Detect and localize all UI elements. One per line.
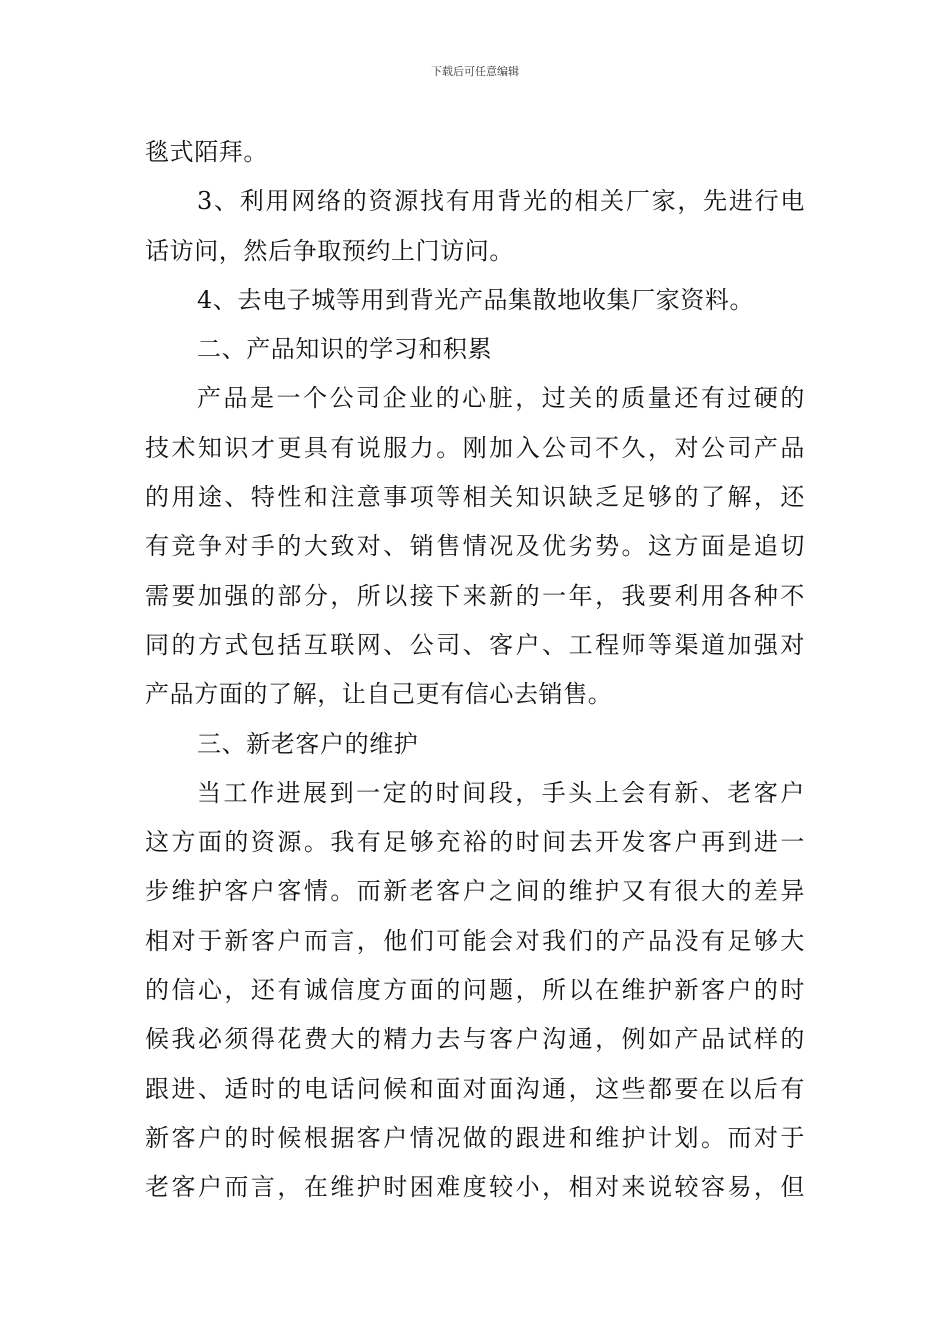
section-heading: 三、新老客户的维护 bbox=[197, 729, 419, 758]
text-line: 当工作进展到一定的时间段，手头上会有新、老客户 bbox=[197, 778, 805, 807]
text-line: 毯式陌拜。 bbox=[145, 138, 268, 166]
text-line: 同的方式包括互联网、公司、客户、工程师等渠道加强对 bbox=[145, 630, 805, 659]
text-line: 这方面的资源。我有足够充裕的时间去开发客户再到进一 bbox=[145, 828, 805, 857]
text-line: 技术知识才更具有说服力。刚加入公司不久，对公司产品 bbox=[145, 433, 805, 462]
text-line: 需要加强的部分，所以接下来新的一年，我要利用各种不 bbox=[145, 581, 805, 610]
text-line: 话访问，然后争取预约上门访问。 bbox=[145, 236, 514, 265]
document-body bbox=[145, 128, 805, 1213]
text-line: 老客户而言，在维护时困难度较小，相对来说较容易，但 bbox=[145, 1173, 805, 1202]
text-line: 的用途、特性和注意事项等相关知识缺乏足够的了解，还 bbox=[145, 483, 805, 512]
text-line: 新客户的时候根据客户情况做的跟进和维护计划。而对于 bbox=[145, 1123, 805, 1152]
section-heading: 二、产品知识的学习和积累 bbox=[197, 335, 493, 364]
text-line: 的信心，还有诚信度方面的问题，所以在维护新客户的时 bbox=[145, 976, 805, 1005]
text-line: 有竞争对手的大致对、销售情况及优劣势。这方面是追切 bbox=[145, 532, 805, 561]
text-line: 3、利用网络的资源找有用背光的相关厂家，先进行电 bbox=[197, 187, 805, 216]
text-line: 候我必须得花费大的精力去与客户沟通，例如产品试样的 bbox=[145, 1025, 805, 1054]
text-line: 产品方面的了解，让自己更有信心去销售。 bbox=[145, 680, 613, 709]
text-line: 跟进、适时的电话问候和面对面沟通，这些都要在以后有 bbox=[145, 1074, 805, 1103]
text-line: 步维护客户客情。而新老客户之间的维护又有很大的差异 bbox=[145, 877, 805, 906]
text-line: 产品是一个公司企业的心脏，过关的质量还有过硬的 bbox=[197, 384, 805, 413]
text-line: 4、去电子城等用到背光产品集散地收集厂家资料。 bbox=[197, 285, 755, 314]
page-header: 下载后可任意编辑 bbox=[431, 65, 519, 78]
text-line: 相对于新客户而言，他们可能会对我们的产品没有足够大 bbox=[145, 926, 805, 955]
